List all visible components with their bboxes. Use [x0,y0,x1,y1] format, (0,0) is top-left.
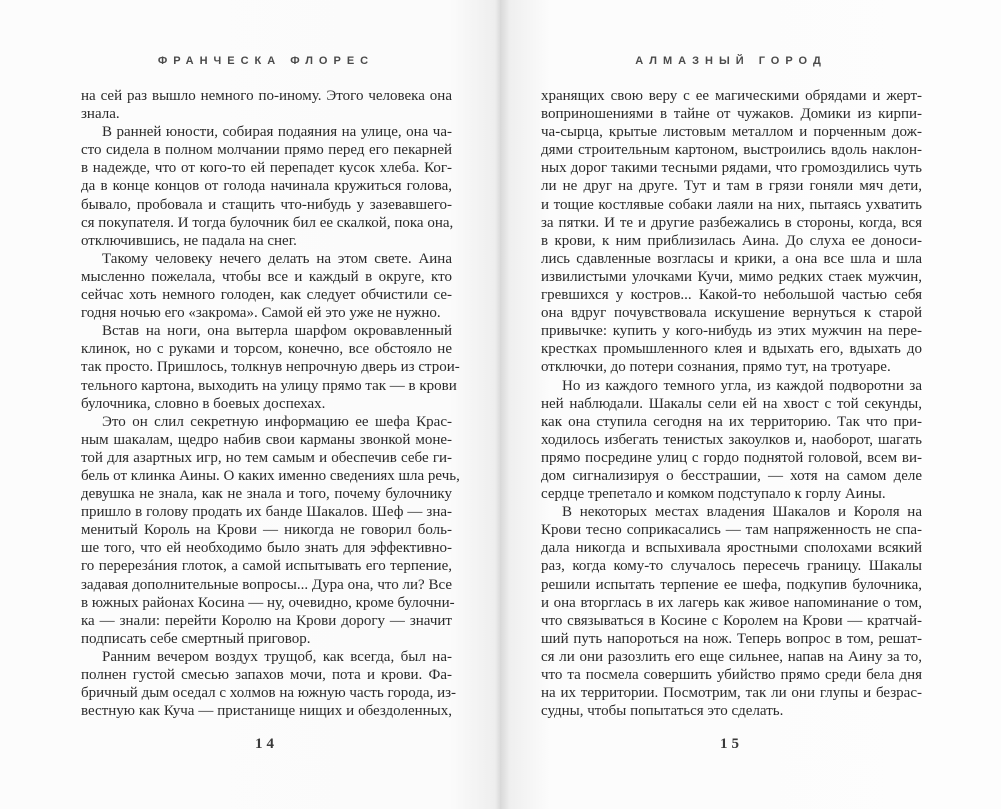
text-line: гревшихся у костров... Какой-то небольшой частью себя [541,287,922,304]
text-line: сердце трепетало и комком подступало к горлу Аины. [541,486,886,503]
paragraph [81,648,457,720]
text-line: ча-сырца, крытые листовым металлом и порченным дож- [541,124,922,141]
running-head-author: ФРАНЧЕСКА ФЛОРЕС [157,55,375,67]
text-line: судны, чтобы попытаться это сделать. [541,703,784,720]
page-number: 15 [720,736,743,752]
text-line: извилистыми улочками Кучи, мимо редких стаек мужчин, [541,268,922,285]
text-line: Встав на ноги, она вытерла шарфом окровавленный [102,323,452,340]
text-line: лись сдавленные возгласы и крики, а она все шла и шла [541,250,922,267]
paragraph [81,123,452,250]
text-line: в южных районах Косина — ну, очевидно, кроме булочни- [81,594,455,611]
text-line: крестках промышленного клея и вдыхать его, вдыхать до [541,341,922,358]
text-line: ней наблюдали. Шакалы сели ей на хвост с той секунды, [541,395,922,412]
right-page [500,0,1001,809]
text-line: ший путь напороться на нож. Теперь вопрос в том, решат- [541,630,922,647]
text-line: на их территории. Посмотрим, так ли они глупы и безрас- [541,685,922,702]
text-line: мысленно пожелала, чтобы все и каждый в округе, кто [81,268,452,285]
paragraph [81,250,452,322]
text-line: ли не друг на друге. Тут и там в грязи гоняли мяч дети, [541,178,922,195]
text-line: клинок, но с руками и торсом, конечно, все обстояло не [81,341,452,358]
text-line: отключки, до потери сознания, прямо тут, на тротуаре. [541,359,891,376]
text-line: в крови, к ним приблизилась Аина. До слуха ее доноси- [541,232,922,249]
text-line: В некоторых местах владения Шакалов и Короля на [562,504,922,521]
text-line: решили испытать терпение ее шефа, подкупив булочника, [541,576,922,593]
text-line: дом сигнализируя о бесстрашии, — хотя на самом деле [541,467,922,484]
paragraph [541,377,922,504]
text-line: ся ли они разозлить его еще сильнее, напав на Аину за то, [541,648,922,665]
paragraph [81,87,452,123]
text-line: прямо посредине улиц с гордо поднятой головой, всем ви- [541,449,922,466]
text-line: раз, когда кому-то случалось пересечь границу. Шакалы [541,558,922,575]
text-line: она вдруг почувствовала искушение вернуться к старой [541,305,922,322]
text-line: ка — знали: перейти Королю на Крови дорогу — значит [81,612,452,629]
text-line: Это он слил секретную информацию ее шефа Крас- [102,413,452,430]
text-line: ся покупателя. И тогда булочник бил ее скалкой, пока она, [81,214,454,231]
text-line: подписать себе смертный приговор. [81,630,311,647]
text-line: привычке: купить у кого-нибудь из этих мужчин на пере- [541,323,922,340]
text-line: сто сидела в полном молчании прямо перед его пекарней [81,142,452,159]
text-line: как она ступила сегодня на их территорию. Так что при- [541,413,922,430]
text-line: дала никогда и вспыхивала яростными сполохами всякий [541,540,922,557]
body-text [541,87,922,720]
running-head-title: АЛМАЗНЫЙ ГОРОД [635,55,827,67]
text-line: ше того, что ей необходимо было знать для эффективно- [81,540,452,557]
text-line: девушка не знала, как не знала и того, почему булочнику [81,486,452,503]
text-line: знала. [81,106,120,123]
text-line: сейчас хоть немного голоден, как следует обчистили се- [81,287,452,304]
text-line: за пятки. И те и другие разбежались в стороны, когда, вся [541,214,922,231]
text-line: булочника, словно в боевых доспехах. [81,395,326,412]
text-line: хранящих свою веру с ее магическими обрядами и жерт- [541,88,922,104]
text-line: и она вторглась в их лагерь как живое напоминание о том, [541,594,922,611]
paragraph [541,87,922,377]
text-line: отключившись, не падала на снег. [81,232,297,249]
text-line: Но из каждого темного угла, из каждой подворотни за [562,377,922,394]
text-line: тельного картона, выходить на улицу прямо так — в крови [81,377,457,394]
text-line: воприношениями в тайне от чужаков. Домики из кирпи- [541,106,922,123]
text-line: в надежде, что от кого-то ей перепадет кусок хлеба. Ког- [81,160,452,177]
text-line: ным шакалам, щедро набив свои карманы звонкой моне- [81,431,452,448]
text-line: дями строительным картоном, выстроились вдоль наклон- [541,142,922,159]
text-line: В ранней юности, собирая подаяния на улице, она ча- [102,124,452,141]
text-line: так просто. Пришлось, толкнув непрочную дверь из строи- [81,359,460,376]
paragraph [81,322,460,412]
text-line: Такому человеку нечего делать на этом свете. Аина [102,250,452,267]
paragraph [541,503,922,720]
text-line: полнен густой смесью запахов мочи, пота и крови. Фа- [81,667,452,683]
text-line: и тощие костлявые собаки лаяли на них, пытаясь ухватить [541,196,922,213]
text-line: Ранним вечером воздух трущоб, как всегда, был на- [102,648,452,665]
text-line: пришло в голову продать их банде Шакалов. Шеф — зна- [81,504,452,521]
body-text [81,87,460,720]
text-line: бель от клинка Аины. О каких именно сведениях шла речь, [81,467,460,484]
text-line: да в конце концов от голода начинала кружиться голова, [81,178,452,195]
text-line: бричный дым оседал с холмов на южную часть города, из- [81,685,457,702]
text-line: что та посмела совершить убийство прямо среди бела дня [541,667,922,683]
text-line: го перерезáния глоток, а самой испытывать его терпение, [81,558,452,575]
text-line: на сей раз вышло немного по-иному. Этого человека она [81,88,452,104]
text-line: ходилось избегать тенистых закоулков и, наоборот, шагать [541,431,922,448]
text-line: ных дорог такими тесными рядами, что громоздились чуть [541,160,922,177]
text-line: менитый Король на Крови — никогда не говорил боль- [81,522,452,539]
text-line: задавая дополнительные вопросы... Дура она, что ли? Все [81,576,452,593]
text-line: вестную как Куча — пристанище нищих и обездоленных, [81,703,452,720]
paragraph [81,413,460,648]
left-page [0,0,500,809]
text-line: той для азартных игр, но тем самым и обеспечив себе ги- [81,449,452,466]
text-line: бывало, пробовала и стащить что-нибудь у зазевавшего- [81,196,452,213]
text-line: Крови тесно соприкасались — там напряженность не спа- [541,522,922,539]
text-line: что связываться в Косине с Королем на Крови — кратчай- [541,612,922,629]
page-number: 14 [255,736,278,752]
text-line: годня ночью его «закрома». Самой ей это уже не нужно. [81,305,441,322]
